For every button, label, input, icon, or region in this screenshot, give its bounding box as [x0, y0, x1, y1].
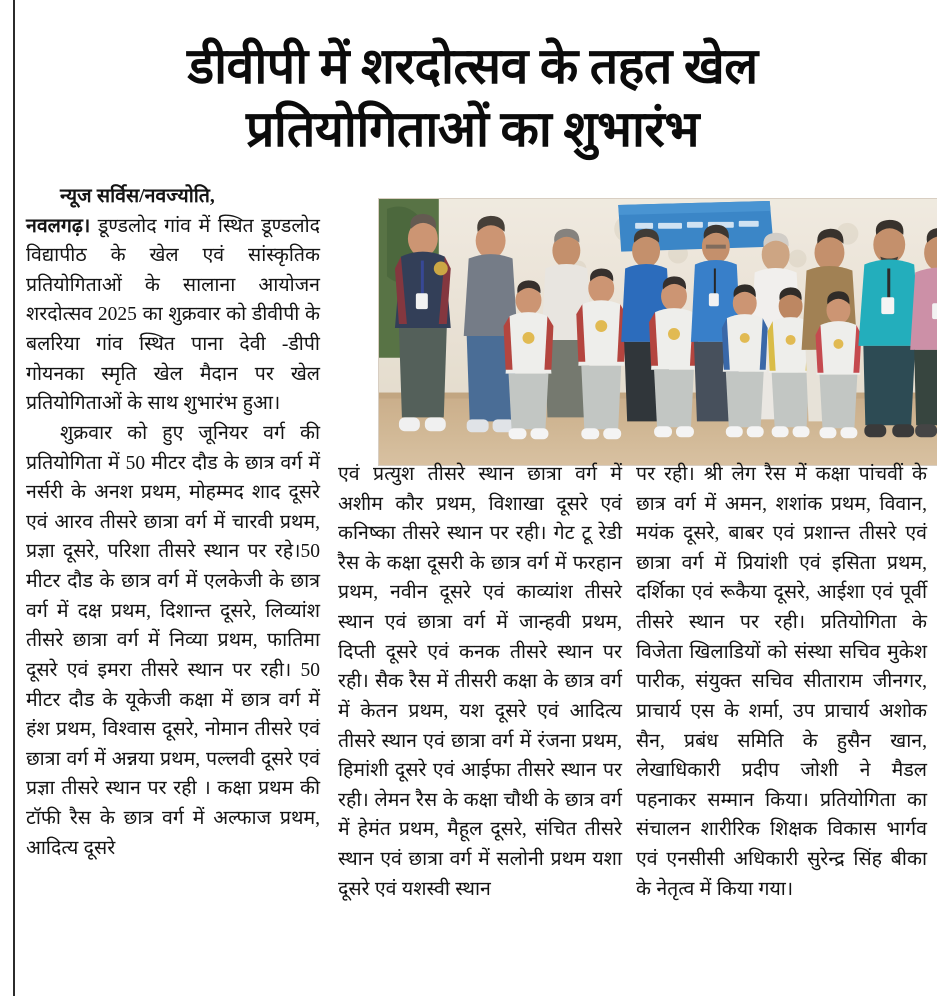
dateline: नवलगढ़।	[26, 215, 91, 237]
article-column-1	[26, 182, 320, 863]
column1-paragraph-2: शुक्रवार को हुए जूनियर वर्ग की प्रतियोगिता में 50 मीटर दौड के छात्र वर्ग में नर्सरी के अनश प्रथम, मोहम्मद शाद दूसरे एवं आरव तीसरे छात्रा वर्ग में चारवी प्रथम, प्रज्ञा दूसरे, परिशा तीसरे स्थान पर रहे।50 मीटर दौड के छात्र वर्ग में एलकेजी के छात्र वर्ग में दक्ष प्रथम, दिशान्त दूसरे, लिव्यांश तीसरे छात्रा वर्ग में निव्या प्रथम, फातिमा दूसरे एवं इमरा तीसरे स्थान पर रही। 50 मीटर दौड के यूकेजी कक्षा में छात्र वर्ग में हंश प्रथम, विश्वास दूसरे, नोमान तीसरे एवं छात्रा वर्ग में अन्नया प्रथम, पल्लवी दूसरे एवं प्रज्ञा तीसरे स्थान पर रही । कक्षा प्रथम की टॉफी रैस के छात्र वर्ग में अल्फाज प्रथम, आदित्य दूसरे	[26, 422, 320, 859]
news-service-byline: न्यूज सर्विस/नवज्योति,	[60, 185, 215, 207]
column2-text: एवं प्रत्युश तीसरे स्थान छात्रा वर्ग में अशीम कौर प्रथम, विशाखा दूसरे एवं कनिष्का तीसरे स्थान पर रही। गेट टू रेडी रैस के कक्षा दूसरी के छात्र वर्ग में फरहान प्रथम, नवीन दूसरे एवं काव्यांश तीसरे स्थान एवं छात्रा वर्ग में जान्हवी प्रथम, दिप्ती दूसरे एवं कनक तीसरे स्थान पर रही। सैक रैस में तीसरी कक्षा के छात्र वर्ग में केतन प्रथम, यश दूसरे एवं आदित्य तीसरे स्थान एवं छात्रा वर्ग में रंजना प्रथम, हिमांशी दूसरे एवं आईफा तीसरे स्थान पर रही। लेमन रैस के कक्षा चौथी के छात्र वर्ग में हेमंत प्रथम, मैहूल दूसरे, संचित तीसरे स्थान एवं छात्रा वर्ग में सलोनी प्रथम यशा दूसरे एवं यशस्वी स्थान	[338, 463, 622, 900]
article-column-3	[636, 460, 927, 904]
article-column-2	[338, 460, 622, 904]
lead-paragraph-text: डूण्डलोद गांव में स्थित डूण्डलोद विद्यापीठ के खेल एवं सांस्कृतिक प्रतियोगिताओं के सालाना आयोजन शरदोत्सव 2025 का शुक्रवार को डीवीपी के बलरिया गांव स्थित पाना देवी -डीपी गोयनका स्मृति खेल मैदान पर खेल प्रतियोगिताओं के साथ शुभारंभ हुआ।	[26, 215, 320, 415]
article-body	[26, 182, 927, 994]
article-photo	[378, 198, 937, 466]
headline-line-2: प्रतियोगिताओं का शुभारंभ	[245, 100, 700, 157]
lead-paragraph	[26, 182, 320, 419]
headline-line-1: डीवीपी में शरदोत्सव के तहत खेल	[187, 38, 758, 95]
photo-graphic	[379, 199, 937, 465]
column3-text: पर रही। श्री लेग रैस में कक्षा पांचवीं के छात्र वर्ग में अमन, शशांक प्रथम, विवान, मयंक दूसरे, बाबर एवं प्रशान्त तीसरे एवं छात्रा वर्ग में प्रियांशी एवं इसिता प्रथम, दर्शिका एवं रूकैया दूसरे, आईशा एवं पूर्वी तीसरे स्थान पर रही। प्रतियोगिता के विजेता खिलाडियों को संस्था सचिव मुकेश पारीक, संयुक्त सचिव सीताराम जीनगर, प्राचार्य एस के शर्मा, उप प्राचार्य अशोक सैन, प्रबंध समिति के हुसैन खान, लेखाधिकारी प्रदीप जोशी ने मैडल पहनाकर सम्मान किया। प्रतियोगिता का संचालन शारीरिक शिक्षक विकास भार्गव एवं एनसीसी अधिकारी सुरेन्द्र सिंह बीका के नेतृत्व में किया गया।	[636, 463, 927, 900]
article-headline	[26, 21, 919, 160]
